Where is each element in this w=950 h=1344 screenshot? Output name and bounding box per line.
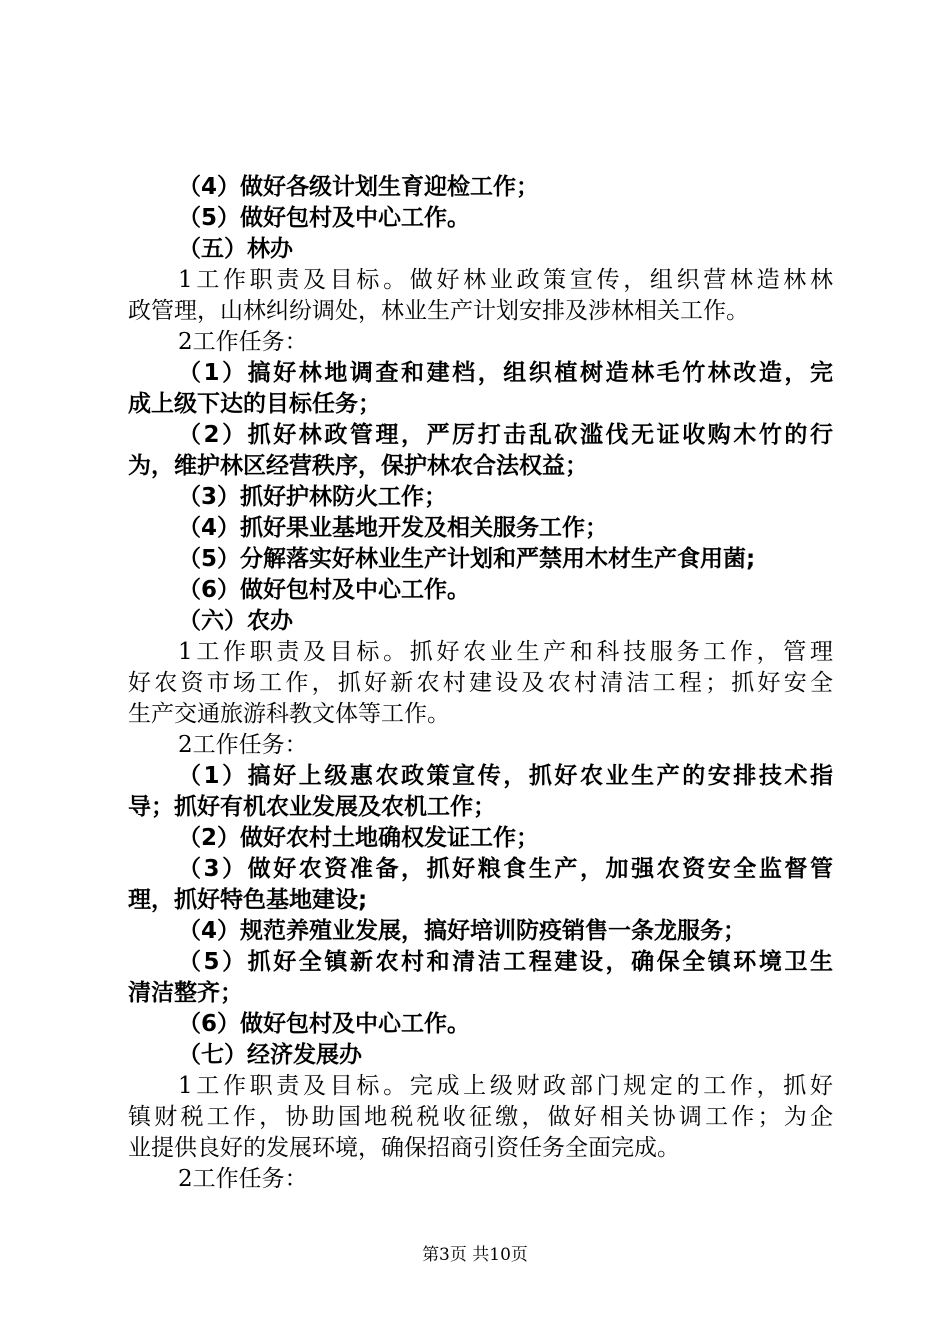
paragraph-line: （六）农办 [178,608,293,634]
paragraph-line: 政管理，山林纠纷调处，林业生产计划安排及涉林相关工作。 [128,298,749,324]
paragraph-line: （5）做好包村及中心工作。 [178,205,471,231]
paragraph-line: （2）抓好林政管理，严厉打击乱砍滥伐无证收购木竹的行 [178,422,833,448]
paragraph-line: 1工作职责及目标。做好林业政策宣传，组织营林造林林 [178,267,833,293]
page-footer: 第3页 共10页 [422,1245,528,1265]
paragraph-line: 2工作任务： [178,732,308,758]
paragraph-line: （4）做好各级计划生育迎检工作； [178,174,540,200]
paragraph-line: （3）做好农资准备，抓好粮食生产，加强农资安全监督管 [178,856,833,882]
paragraph-line: 好农资市场工作，抓好新农村建设及农村清洁工程；抓好安全 [128,670,833,696]
paragraph-line: 2工作任务： [178,1166,308,1192]
paragraph-line: 成上级下达的目标任务； [128,391,381,417]
paragraph-line: 导；抓好有机农业发展及农机工作； [128,794,496,820]
paragraph-line: 为，维护林区经营秩序，保护林农合法权益； [128,453,588,479]
paragraph-line: 生产交通旅游科教文体等工作。 [128,701,450,727]
paragraph-line: （4）规范养殖业发展，搞好培训防疫销售一条龙服务； [178,918,747,944]
paragraph-line: （6）做好包村及中心工作。 [178,1011,471,1037]
paragraph-line: 2工作任务： [178,329,308,355]
document-body [128,172,833,1195]
paragraph-line: 镇财税工作，协助国地税税收征缴，做好相关协调工作；为企 [128,1104,833,1130]
paragraph-line: （5）分解落实好林业生产计划和严禁用木材生产食用菌; [178,546,756,572]
paragraph-line: 1工作职责及目标。抓好农业生产和科技服务工作，管理 [178,639,833,665]
paragraph-line: （五）林办 [178,236,293,262]
paragraph-line: （1）搞好上级惠农政策宣传，抓好农业生产的安排技术指 [178,763,833,789]
paragraph-line: 业提供良好的发展环境，确保招商引资任务全面完成。 [128,1135,680,1161]
paragraph-line: （6）做好包村及中心工作。 [178,577,471,603]
paragraph-line: （3）抓好护林防火工作； [178,484,448,510]
paragraph-line: 理，抓好特色基地建设; [128,887,368,913]
paragraph-line: （2）做好农村土地确权发证工作； [178,825,540,851]
paragraph-line: （4）抓好果业基地开发及相关服务工作； [178,515,609,541]
paragraph-line: （5）抓好全镇新农村和清洁工程建设，确保全镇环境卫生 [178,949,833,975]
paragraph-line: （七）经济发展办 [178,1042,362,1068]
paragraph-line: 1工作职责及目标。完成上级财政部门规定的工作，抓好 [178,1073,833,1099]
paragraph-line: 清洁整齐； [128,980,243,1006]
paragraph-line: （1）搞好林地调查和建档，组织植树造林毛竹林改造，完 [178,360,833,386]
